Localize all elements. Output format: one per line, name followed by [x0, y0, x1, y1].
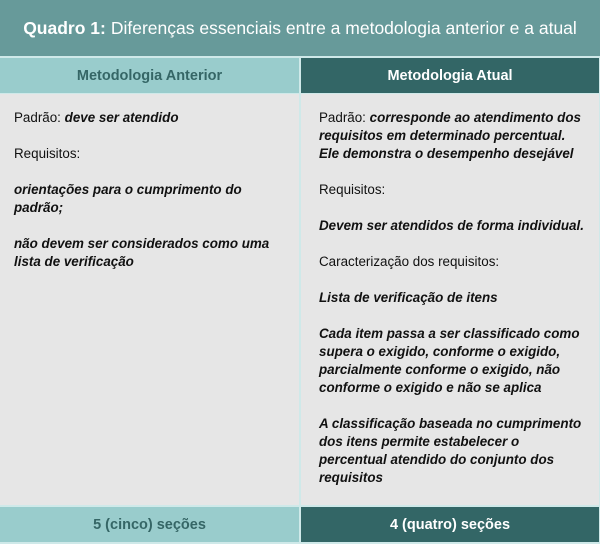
requisito-item: não devem ser considerados como uma lista de verificação	[14, 236, 270, 269]
header-metodologia-anterior: Metodologia Anterior	[0, 58, 299, 93]
footer-metodologia-anterior: 5 (cinco) seções	[0, 507, 299, 542]
requisito-item: orientações para o cumprimento do padrão;	[14, 182, 242, 215]
header-metodologia-atual: Metodologia Atual	[301, 58, 599, 93]
caracterizacao-item: Cada item passa a ser classificado como supera o exigido, conforme o exigido, parcialmente conforme o exigido, não conforme o exigido e não se aplica	[319, 326, 580, 395]
requisitos-label: Requisitos:	[319, 182, 386, 197]
caracterizacao-item: Lista de verificação de itens	[319, 290, 498, 305]
padrao-line: Padrão: deve ser atendido	[14, 110, 179, 125]
table-title	[0, 0, 600, 56]
cell-metodologia-atual	[301, 94, 599, 505]
cell-metodologia-anterior	[0, 94, 299, 505]
padrao-value: corresponde ao atendimento dos requisitos em determinado percentual. Ele demonstra o desempenho desejável	[319, 110, 581, 161]
padrao-value: deve ser atendido	[64, 110, 179, 125]
requisitos-value: Devem ser atendidos de forma individual.	[319, 218, 584, 233]
padrao-line: Padrão: corresponde ao atendimento dos requisitos em determinado percentual. Ele demonstra o desempenho desejável	[319, 110, 581, 161]
title-text: Diferenças essenciais entre a metodologia anterior e a atual	[110, 17, 577, 38]
caracterizacao-label: Caracterização dos requisitos:	[319, 254, 500, 269]
title-label: Quadro 1:	[23, 17, 106, 38]
requisitos-label: Requisitos:	[14, 146, 81, 161]
footer-metodologia-atual: 4 (quatro) seções	[301, 507, 599, 542]
caracterizacao-item: A classificação baseada no cumprimento dos itens permite estabelecer o percentual atendido do conjunto dos requisitos	[319, 416, 582, 485]
